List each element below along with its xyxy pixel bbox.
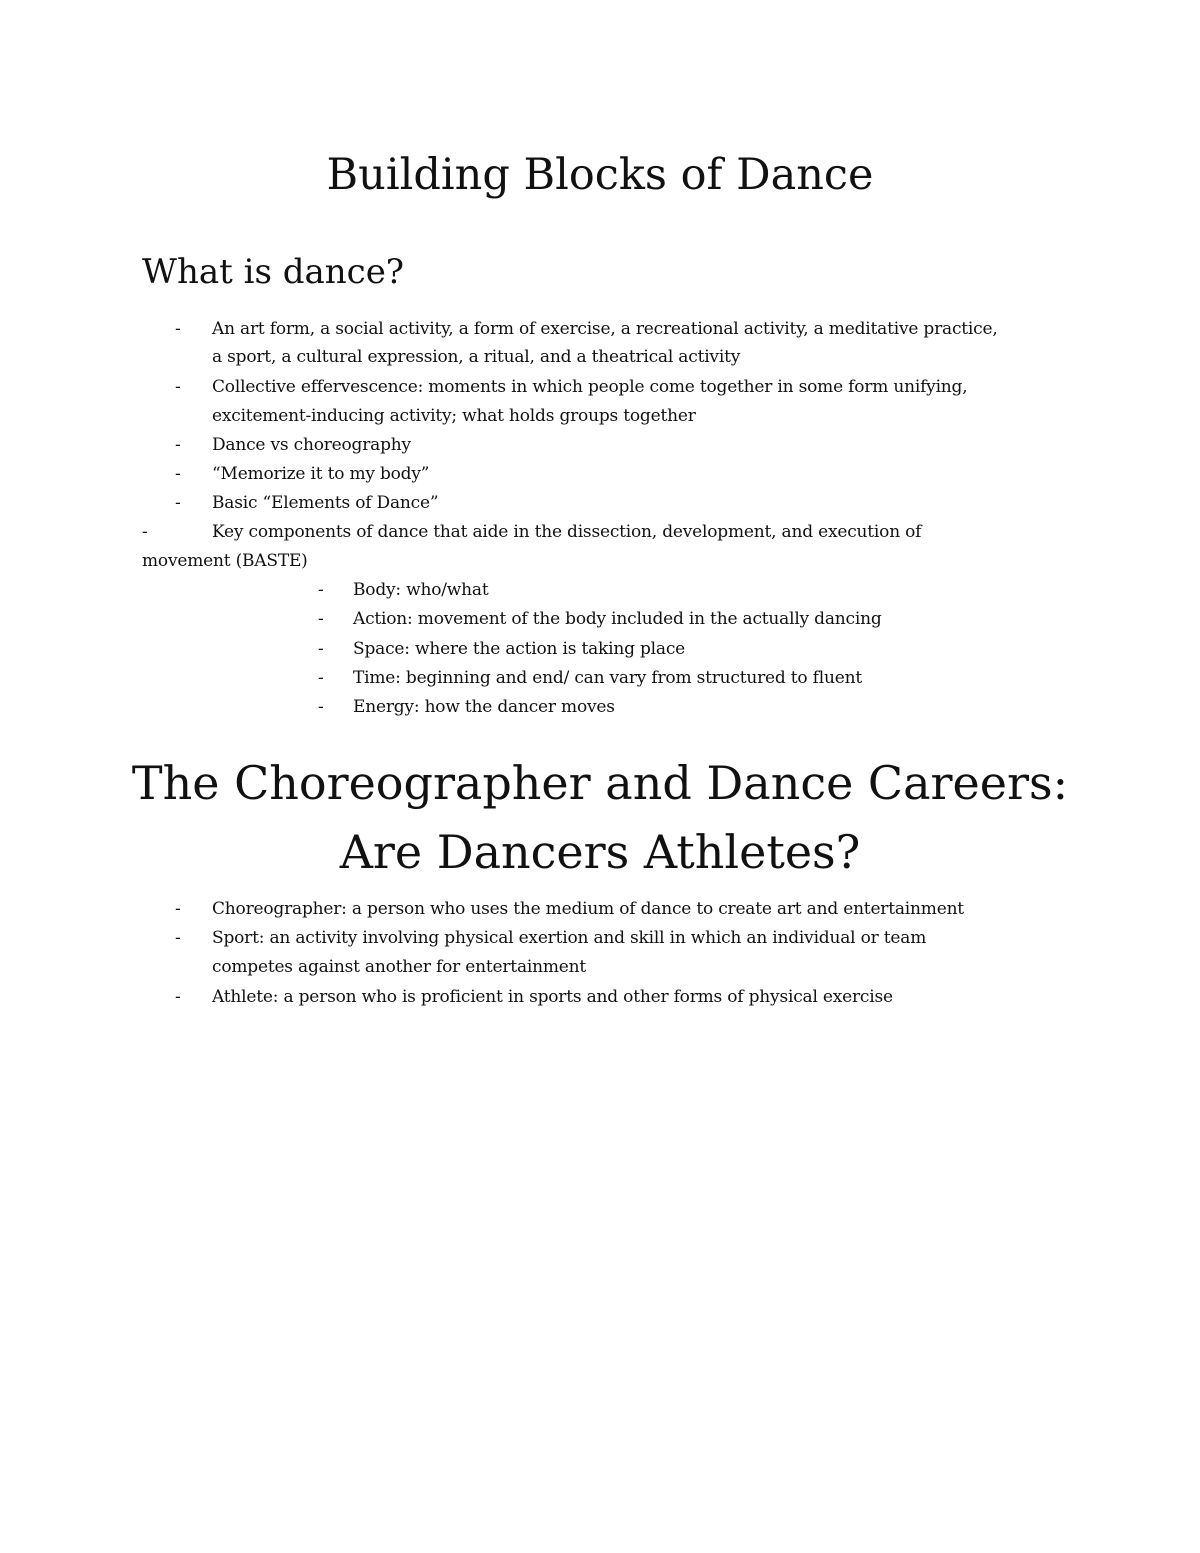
bullet-text: excitement-inducing activity; what holds groups together xyxy=(212,406,696,426)
bullet-text: competes against another for entertainment xyxy=(212,957,587,977)
sub-bullet-text: Space: where the action is taking place xyxy=(353,639,686,659)
outdented-bullet-dash: - xyxy=(142,522,148,542)
sub-bullet-dash: - xyxy=(318,697,324,717)
bullet-dash: - xyxy=(175,987,181,1007)
sub-bullet-dash: - xyxy=(318,609,324,629)
section-title-athletes: Are Dancers Athletes? xyxy=(339,825,861,879)
sub-bullet-text: Action: movement of the body included in the actually dancing xyxy=(353,609,882,629)
sub-bullet-dash: - xyxy=(318,580,324,600)
bullet-text: Athlete: a person who is proficient in sports and other forms of physical exercise xyxy=(212,987,893,1007)
bullet-text: Choreographer: a person who uses the medium of dance to create art and entertainment xyxy=(212,899,964,919)
bullet-dash: - xyxy=(175,319,181,339)
outdented-bullet-text: movement (BASTE) xyxy=(142,551,308,571)
bullet-text: a sport, a cultural expression, a ritual, and a theatrical activity xyxy=(212,347,741,367)
bullet-text: Sport: an activity involving physical exertion and skill in which an individual or team xyxy=(212,928,927,948)
bullet-text: An art form, a social activity, a form of exercise, a recreational activity, a meditative practice, xyxy=(212,319,998,339)
bullet-dash: - xyxy=(175,435,181,455)
bullet-text: Basic “Elements of Dance” xyxy=(212,493,439,513)
sub-bullet-dash: - xyxy=(318,639,324,659)
bullet-dash: - xyxy=(175,899,181,919)
sub-bullet-text: Body: who/what xyxy=(353,580,489,600)
bullet-dash: - xyxy=(175,377,181,397)
section-title-careers: The Choreographer and Dance Careers: xyxy=(131,756,1069,810)
sub-bullet-text: Time: beginning and end/ can vary from structured to fluent xyxy=(353,668,862,688)
document-title: Building Blocks of Dance xyxy=(326,150,874,200)
bullet-text: Dance vs choreography xyxy=(212,435,411,455)
bullet-text: Collective effervescence: moments in which people come together in some form unifying, xyxy=(212,377,968,397)
bullet-dash: - xyxy=(175,464,181,484)
bullet-text: “Memorize it to my body” xyxy=(212,464,430,484)
bullet-dash: - xyxy=(175,493,181,513)
bullet-dash: - xyxy=(175,928,181,948)
section-heading-what-is-dance: What is dance? xyxy=(142,252,405,292)
sub-bullet-dash: - xyxy=(318,668,324,688)
sub-bullet-text: Energy: how the dancer moves xyxy=(353,697,615,717)
outdented-bullet-text: Key components of dance that aide in the dissection, development, and execution of xyxy=(212,522,922,542)
